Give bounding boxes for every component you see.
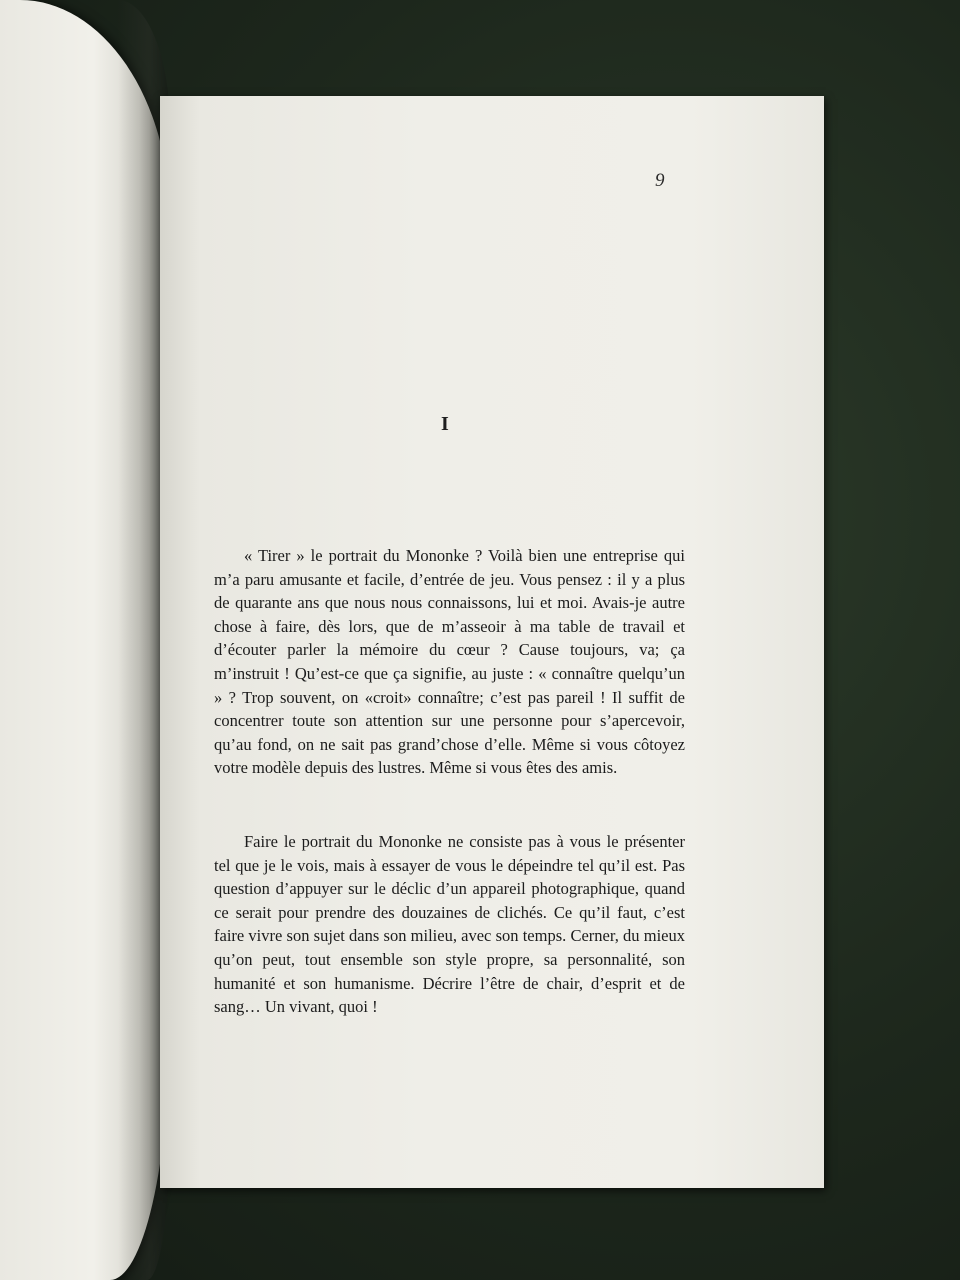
paragraph-2: Faire le portrait du Mononke ne consiste pas à vous le présenter tel que je le vois, mais à essayer de vous le dépeindre tel qu’il est. Pas question d’appuyer sur le déclic d’un appareil photographique, quand ce serait pour prendre des douzaines de clichés. Ce qu’il faut, c’est faire vivre son sujet dans son milieu, avec son temps. Cerner, du mieux qu’on peut, tout ensemble son style propre, sa personnalité, son humanité et son humanisme. Décrire l’être de chair, d’esprit et de sang… Un vivant, quoi ! [214, 832, 685, 1017]
page-number: 9 [655, 170, 665, 191]
chapter-number: I [441, 413, 449, 435]
paragraph-1: « Tirer » le portrait du Mononke ? Voilà bien une entreprise qui m’a paru amusante et facile, d’entrée de jeu. Vous pensez : il y a plus de quarante ans que nous nous connaissons, lui et moi. Avais-je autre chose à faire, dès lors, que de m’asseoir à ma table de travail et d’écouter parler la mémoire du cœur ? Cause toujours, va; ça m’instruit ! Qu’est-ce que ça signifie, au juste : « connaître quelqu’un » ? Trop souvent, on «croit» connaître; c’est pas pareil ! Il suffit de concentrer toute son attention sur une personne pour s’apercevoir, qu’au fond, on ne sait pas grand’chose d’elle. Même si vous côtoyez votre modèle depuis des lustres. Même si vous êtes des amis. [214, 546, 685, 778]
